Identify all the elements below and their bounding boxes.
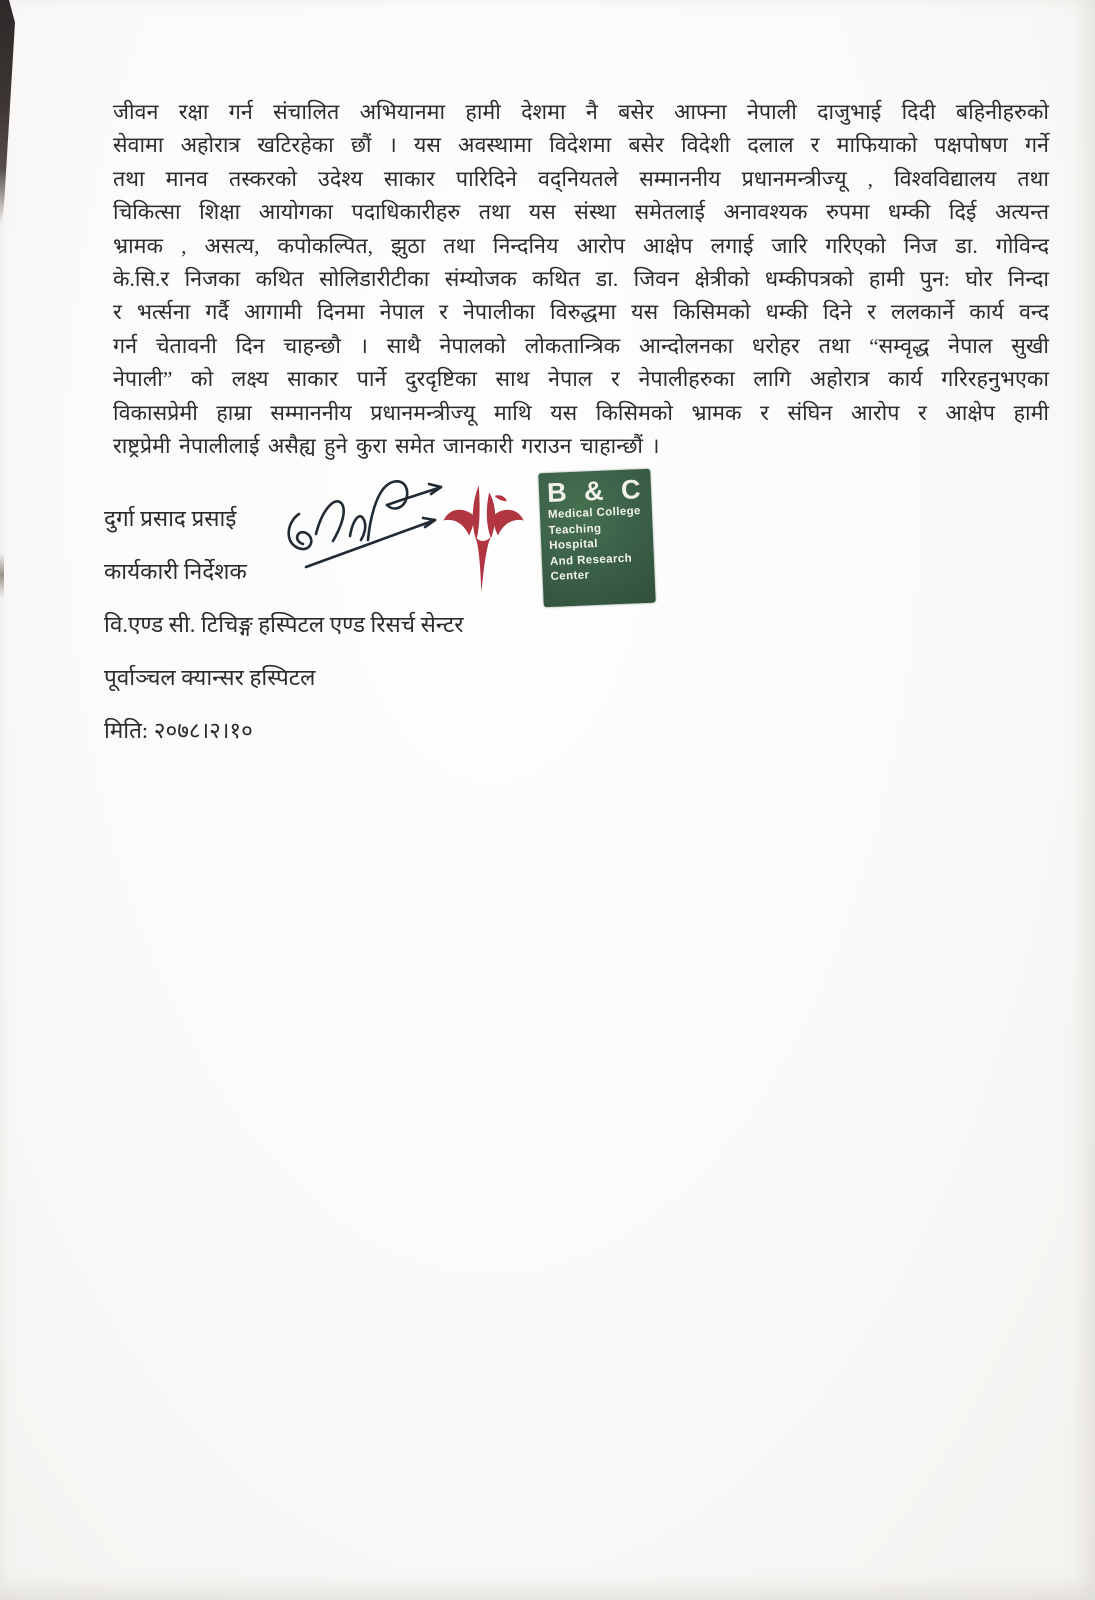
signatory-organization-2: पूर्वाञ्चल क्यान्सर हस्पिटल (104, 665, 316, 690)
body-line: विकासप्रेमी हाम्रा सम्माननीय प्रधानमन्त्रीज्यू माथि यस किसिमको भ्रामक र संघिन आरोप र आक्षेप हामी (113, 400, 1049, 425)
signatory-organization: वि.एण्ड सी. टिचिङ्ग हस्पिटल एण्ड रिसर्च सेन्टर (104, 612, 464, 637)
signatory-block (104, 505, 624, 770)
letter-body (113, 96, 1049, 463)
stamp-line: Medical College (547, 505, 642, 522)
body-line: के.सि.र निजका कथित सोलिडारीटीका संम्योजक कथित डा. जिवन क्षेत्रीको धम्कीपत्रको हामी पुन: घोर निन्दा (113, 267, 1049, 292)
scan-edge-mark (0, 552, 4, 598)
stamp-line: Hospital (549, 537, 599, 552)
body-line: चिकित्सा शिक्षा आयोगका पदाधिकारीहरु तथा यस संस्था समेतलाई अनावश्यक रुपमा धम्की दिई अत्यन्त (113, 200, 1049, 225)
body-line: र भर्त्सना गर्दै आगामी दिनमा नेपाल र नेपालीका विरुद्धमा यस किसिमको धम्की दिने र ललकार्ने कार्य वन्द (113, 300, 1049, 325)
stamp-line: And Research (549, 552, 633, 568)
body-line: तथा मानव तस्करको उदेश्य साकार पारिदिने वद्नियतले सम्माननीय प्रधानमन्त्रीज्यू , विश्वविद्यालय तथा (113, 166, 1049, 191)
scan-edge-artifact (0, 0, 15, 225)
letter-date: मिति: २०७८।२।१० (104, 718, 253, 743)
body-line: गर्न चेतावनी दिन चाहन्छौ । साथै नेपालको लोकतान्त्रिक आन्दोलनका धरोहर तथा “सम्वृद्ध नेपाल सुखी (113, 333, 1049, 358)
body-line: नेपाली” को लक्ष्य साकार पार्ने दुरदृष्टिका साथ नेपाल र नेपालीहरुका लागि अहोरात्र कार्य गरिरहनुभएका (113, 367, 1049, 392)
body-line: सेवामा अहोरात्र खटिरहेका छौं । यस अवस्थामा विदेशमा बसेर विदेशी दलाल र माफियाको पक्षपोषण गर्ने (113, 133, 1049, 158)
body-line: भ्रामक , असत्य, कपोकल्पित, झुठा तथा निन्दनिय आरोप आक्षेप लगाई जारि गरिएको निज डा. गोविन्द (113, 233, 1049, 258)
stamp-line: Center (550, 569, 590, 583)
signatory-title: कार्यकारी निर्देशक (104, 559, 247, 584)
signatory-name: दुर्गा प्रसाद प्रसाई (104, 506, 237, 531)
body-line: जीवन रक्षा गर्न संचालित अभियानमा हामी देशमा नै बसेर आफ्ना नेपाली दाजुभाई दिदी बहिनीहरुको (113, 100, 1049, 124)
body-line: राष्ट्रप्रेमी नेपालीलाई असैह्य हुने कुरा समेत जानकारी गराउन चाहान्छौं । (113, 434, 660, 459)
stamp-line: Teaching (548, 522, 602, 537)
stamp-title: B & C (546, 473, 647, 509)
